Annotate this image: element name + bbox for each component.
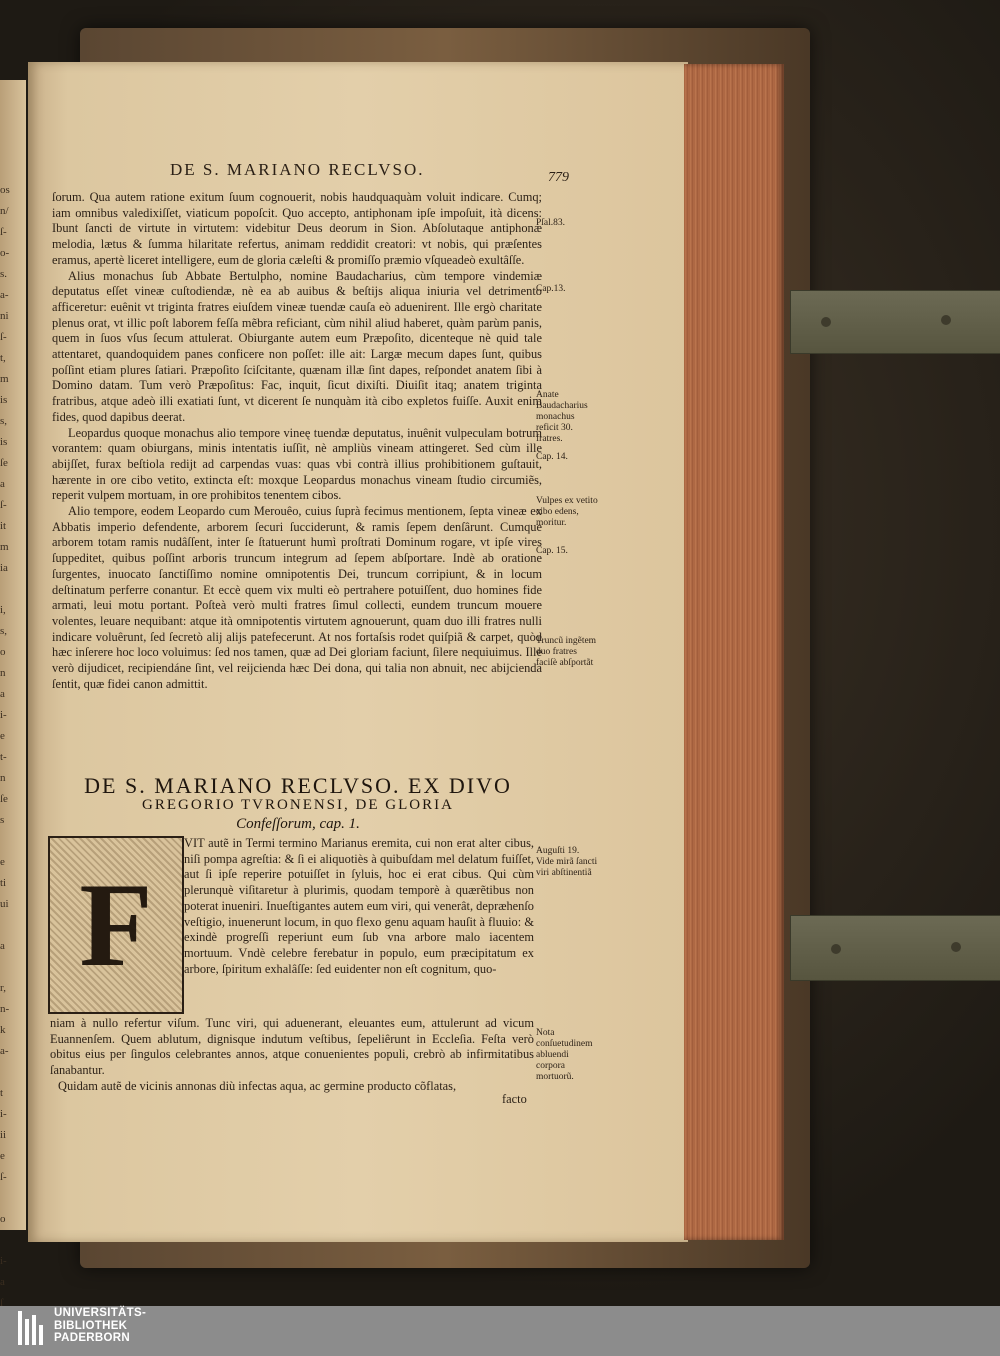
left-page-fragment: i- <box>0 709 7 721</box>
margin-note: Cap. 15. <box>536 546 568 556</box>
left-page-fragment: ſ <box>0 1297 4 1306</box>
left-page-fragment: i- <box>0 1108 7 1120</box>
library-logo-icon <box>18 1311 48 1345</box>
left-page-fragment: is <box>0 436 8 448</box>
left-page-fragment: ti <box>0 877 7 889</box>
left-page-fragment: a <box>0 688 5 700</box>
left-page-fragment: r, <box>0 982 6 994</box>
section1-text <box>52 190 542 693</box>
decorated-initial <box>48 836 184 1014</box>
left-page-fragment: ii <box>0 1129 7 1141</box>
left-page-fragment: s, <box>0 625 8 637</box>
left-page-fragment <box>0 1230 22 1251</box>
left-page-fragment: o- <box>0 247 10 259</box>
left-page-fragment: os <box>0 184 10 196</box>
paragraph: Leopardus quoque monachus alio tempore vineę tuendæ deputatus, inuênit vulpeculam botrum vorantem: quam obiurgans, minis intentatis iuſſit, nè ampliùs vineam attingeret. Sed cùm ille abijſſet, furax beſtiola redijt ad carpendas vuas: quas vbi contrà illius prohibitionem guſtauit, hærente in ore cibo vetito, extincta eſt: moxque Leopardus monachus vineam ſtudio circumiẽs, reperit vulpem mortuam, in ore prohibitos tenentem cibos. <box>52 425 542 503</box>
left-page-fragment: i- <box>0 1255 7 1267</box>
margin-note: Truncũ ingẽtem duo fratres faciſè abſportãt <box>536 636 597 668</box>
left-page-fragment: it <box>0 520 7 532</box>
library-footer <box>0 1306 1000 1356</box>
library-name-line1: UNIVERSITÄTS- <box>54 1307 147 1319</box>
left-page-fragment: e <box>0 730 5 742</box>
left-page-fragment: a <box>0 940 5 952</box>
left-page-fragment: ni <box>0 310 9 322</box>
left-page-fragment: n- <box>0 1003 10 1015</box>
margin-note: Cap.13. <box>536 284 566 294</box>
text-beside-initial: VIT autẽ in Termi termino Marianus eremita, cui non erat alter cibus, niſi pompa agreſtia: & ſi ei aliquotiès à quibuſdam mel delatum fuiſſet, aut ſi ipſe reperire potuiſſet in ſyluis, hoc ei erat cibus. Qui cùm plerunquè viſitaretur à plurimis, quodam temporè à quærẽtibus non poterat inueniri. Inueſtigantes autem eum viri, qui venerât, depræhenſo veſtigio, inuenerunt locum, in quo flexo genu aquam hauſit à fluuio: & exindè progreſſi reperiunt eum ſub vna arbore malo iacentem mortuum. Vndè celebre ferebatur in populo, eum præcipitatum ex arbore, ſpiritum exhalâſſe: ſed euidenter non eſt cognitum, quo- <box>184 836 534 976</box>
left-page-fragment: i, <box>0 604 6 616</box>
paragraph: niam à nullo refertur viſum. Tunc viri, qui aduenerant, eleuantes eum, attulerunt ad vicum Euannenſem. Quem ablutum, dignisque indutum veſtibus, ſepeliêrunt in Eccleſia. Feſta verò obitus eius per ſingulos celebrantes annos, atque conuenientes populi, crebrò ab infirmitatibus ſanabantur. <box>50 1016 534 1078</box>
library-name <box>54 1307 146 1345</box>
left-page-fragment <box>0 1188 22 1209</box>
left-page-edge <box>0 80 26 1306</box>
left-page-fragment: m <box>0 373 9 385</box>
left-page-fragment: ſ- <box>0 226 7 238</box>
paragraph: Alius monachus ſub Abbate Bertulpho, nomine Baudacharius, cùm tempore vindemiæ deputatus eſſet vineæ cuſtodiendæ, nè ea ab auibus & beſtijs aliqua iniuria vel detrimento afficeretur: euênit vt triginta fratres eiuſdem vineæ tuendæ cauſa eò aduenirent. Ille ergò charitate plenus orat, vt illic poſt laborem feſſa mẽbra reficiant, cùm nihil aliud haberet, quàm parùm panis, quem in ſuos vſus ſecum attulerat. Obiurgante autem eum Præpoſito, dicenteque nè quid tale attentaret, quandoquidem panes conficere non poſſet: ille ait: Largæ mecum dapes ſunt, quibus poſſint etiam plures ſatiari. Præpoſito ſciſcitante, quænam illæ ſint dapes, reſpondet anatem ſibi à Domino datam. Tum verò Præpoſitus: Fac, inquit, ſicut dixiſti. Diuiſit itaq; anatem triginta fratribus, atque adeò illi exatiati ſunt, vt dicerent ſe nunquàm ità cibo expletos fuiſſe. Auxit enim fides, quod dapibus deerat. <box>52 268 542 424</box>
left-page-fragment: a- <box>0 1045 9 1057</box>
left-page-fragment <box>0 831 22 852</box>
margin-note: Vulpes ex vetito cibo edens, moritur. <box>536 496 598 528</box>
left-page-fragments <box>0 180 22 1306</box>
lower-clasp <box>790 915 1000 981</box>
left-page-fragment: e <box>0 1150 5 1162</box>
page-edges <box>684 64 784 1240</box>
left-page-fragment: ui <box>0 898 9 910</box>
section-title: DE S. MARIANO RECLVSO. EX DIVO <box>84 773 512 798</box>
margin-note: Anate Baudacharius monachus reficit 30. fratres. <box>536 390 588 444</box>
left-page-fragment: ſ- <box>0 331 7 343</box>
upper-clasp <box>790 290 1000 354</box>
left-page-fragment: ſ- <box>0 499 7 511</box>
left-page-fragment: n <box>0 667 6 679</box>
page-number: 779 <box>548 170 569 185</box>
library-name-line3: PADERBORN <box>54 1332 130 1344</box>
paragraph: Quidam autẽ de vicinis annonas diù infectas aqua, ac germine producto cõflatas, <box>58 1078 457 1093</box>
left-page-fragment: a <box>0 478 5 490</box>
left-page-fragment: ia <box>0 562 8 574</box>
left-page-fragment: o <box>0 1213 6 1225</box>
paragraph: Alio tempore, eodem Leopardo cum Merouêo, cuius ſuprà fecimus mentionem, ſepta vineæ ex Abbatis imperio defendente, arborem ſecuri ſucciderunt, & ramis ſepem denſârunt. Cumque arborem totam ramis nudâſſent, inter ſe ſtatuerunt humì proſtrati Dominum rogare, vt ipſe vires ſuppeditet, quibus poſſint arboris truncum integrum ad ſepem abſportare. Indè ab oratione ſurgentes, inuocato ſanctiſſimo nomine omnipotentis Dei, truncum corripiunt, & in locum deſtinatum perferre conantur. Et eccè quem vix multi eò pertrahere potuiſſent, duo homines fide armati, leui motu portant. Poſteà verò multi fratres ſimul collecti, eundem truncum mouere volentes, leuare nequibant: atque ità omnipotentis virtutem agnouerunt, quam duo illi fratres nulli indicare voluêrunt, ſed ſecretò alij alijs patefecerunt. At nos fortaſsis rodet quiſpiã & carpet, quòd hæc inſerere hoc loco voluimus: ſed nos tamen, quæ ad Dei gloriam faciunt, ſilere nequiuimus. Ille verò dijudicet, recipiendáne ſint, vel reijcienda hæc Dei dona, qui talia non abnuit, nec abijcienda ſentit, quæ fidei canon admittit. <box>52 504 542 691</box>
left-page-fragment: s <box>0 814 5 826</box>
left-page-fragment: n/ <box>0 205 9 217</box>
left-page-fragment: ſe <box>0 793 8 805</box>
library-name-line2: BIBLIOTHEK <box>54 1319 128 1332</box>
left-page-fragment <box>0 1062 22 1083</box>
left-page-fragment: s, <box>0 415 8 427</box>
margin-note: Pſal.83. <box>536 218 566 228</box>
left-page-fragment: ſ- <box>0 1171 7 1183</box>
left-page-fragment: m <box>0 541 9 553</box>
left-page-fragment: o <box>0 646 6 658</box>
section-title-line3: Confeſſorum, cap. 1. <box>236 816 360 832</box>
left-page-fragment: a- <box>0 289 9 301</box>
margin-note: Cap. 14. <box>536 452 568 462</box>
margin-note: Nota conſuetudinem abluendi corpora mortuorũ. <box>536 1028 593 1082</box>
left-page-fragment: t <box>0 1087 4 1099</box>
paragraph: ſorum. Qua autem ratione exitum ſuum cognouerit, nobis haudquaquàm voluit indicare. Cumq; iam omnibus valedixiſſet, viaticum popoſcit. Quo accepto, antiphonam ipſe impoſuit, ità dicens: Ibunt ſancti de virtute in virtutem: videbitur Deus deorum in Sion. Abſolutaque antiphonæ melodia, lætus & ſumma hilaritate refertus, animam reddidit creatori: vt nobis, qui præſentes eramus, apertè liceret intelligere, eum de gloria cæleſti & promiſſo præmio vſqueadeò exultâſſe. <box>52 190 542 267</box>
left-page-fragment: e <box>0 856 5 868</box>
left-page-fragment: a <box>0 1276 5 1288</box>
left-page-fragment: ſe <box>0 457 8 469</box>
left-page-fragment <box>0 957 22 978</box>
left-page-fragment <box>0 915 22 936</box>
left-page-fragment: t- <box>0 751 7 763</box>
catchword: facto <box>502 1092 527 1106</box>
section-title-line2: GREGORIO TVRONENSI, DE GLORIA <box>142 797 454 813</box>
margin-note: Auguſti 19. Vide mirã ſancti viri abſtinentiã <box>536 846 598 878</box>
left-page-fragment: s. <box>0 268 8 280</box>
left-page-fragment: t, <box>0 352 6 364</box>
running-head: DE S. MARIANO RECLVSO. <box>170 160 425 179</box>
initial-letter: F <box>79 858 153 991</box>
left-page-fragment: is <box>0 394 8 406</box>
left-page-fragment <box>0 579 22 600</box>
section2-text <box>50 1016 534 1095</box>
left-page-fragment: n <box>0 772 6 784</box>
left-page-fragment: k <box>0 1024 6 1036</box>
